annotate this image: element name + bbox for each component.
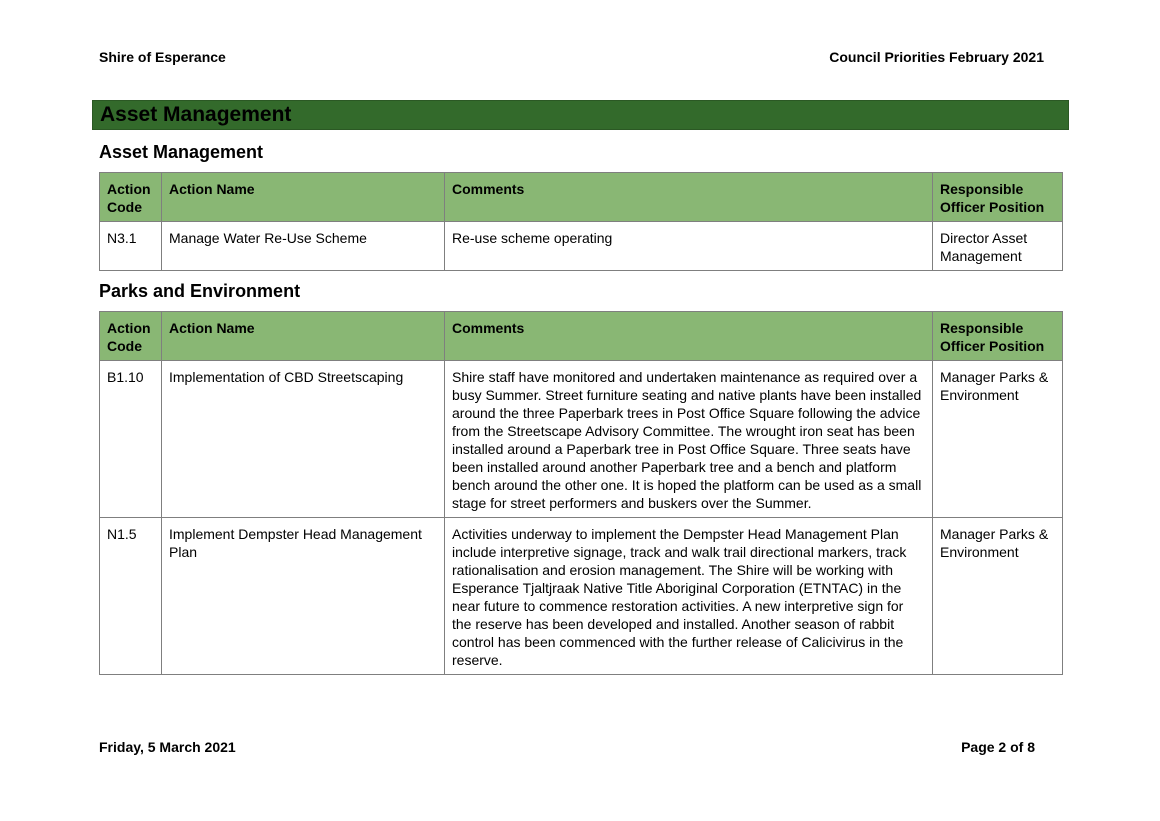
table-header-row bbox=[100, 312, 1063, 361]
cell-action-code: B1.10 bbox=[100, 361, 162, 518]
column-header-action-code: Action Code bbox=[100, 312, 162, 361]
cell-comments: Activities underway to implement the Dempster Head Management Plan include interpretive signage, track and walk trail directional markers, track rationalisation and erosion management. The Shire will be working with Esperance Tjaltjraak Native Title Aboriginal Corporation (ETNTAC) in the near future to commence restoration activities. A new interpretive sign for the reserve has been developed and installed. Another season of rabbit control has been commenced with the further release of Calicivirus in the reserve. bbox=[445, 518, 933, 675]
column-header-action-code: Action Code bbox=[100, 173, 162, 222]
column-header-action-name: Action Name bbox=[162, 173, 445, 222]
header-report-title: Council Priorities February 2021 bbox=[829, 49, 1044, 65]
table-row bbox=[100, 518, 1063, 675]
column-header-comments: Comments bbox=[445, 312, 933, 361]
table-header-row bbox=[100, 173, 1063, 222]
section-title-parks-environment: Parks and Environment bbox=[99, 281, 301, 301]
cell-action-code: N1.5 bbox=[100, 518, 162, 675]
cell-officer: Manager Parks & Environment bbox=[933, 361, 1063, 518]
cell-comments: Re-use scheme operating bbox=[445, 222, 933, 271]
cell-comments: Shire staff have monitored and undertaken maintenance as required over a busy Summer. Street furniture seating and native plants have been installed around the three Paperbark trees in Post Office Square following the advice from the Streetscape Advisory Committee. The wrought iron seat has been installed around a Paperbark tree in Post Office Square. Three seats have been installed around another Paperbark tree and a bench and platform bench around the other one. It is hoped the platform can be used as a small stage for street performers and buskers over the Summer. bbox=[445, 361, 933, 518]
table-row bbox=[100, 361, 1063, 518]
cell-officer: Manager Parks & Environment bbox=[933, 518, 1063, 675]
section-banner bbox=[92, 100, 1069, 130]
column-header-action-name: Action Name bbox=[162, 312, 445, 361]
cell-officer: Director Asset Management bbox=[933, 222, 1063, 271]
cell-action-name: Manage Water Re-Use Scheme bbox=[162, 222, 445, 271]
cell-action-name: Implement Dempster Head Management Plan bbox=[162, 518, 445, 675]
footer-date: Friday, 5 March 2021 bbox=[99, 739, 236, 755]
parks-environment-table bbox=[99, 311, 1063, 675]
table-row bbox=[100, 222, 1063, 271]
column-header-officer: Responsible Officer Position bbox=[933, 312, 1063, 361]
banner-title: Asset Management bbox=[100, 103, 292, 126]
cell-action-code: N3.1 bbox=[100, 222, 162, 271]
asset-management-table bbox=[99, 172, 1063, 271]
column-header-comments: Comments bbox=[445, 173, 933, 222]
section-title-asset-management: Asset Management bbox=[99, 142, 264, 162]
column-header-officer: Responsible Officer Position bbox=[933, 173, 1063, 222]
footer-page-number: Page 2 of 8 bbox=[961, 739, 1035, 755]
header-organisation: Shire of Esperance bbox=[99, 49, 226, 65]
cell-action-name: Implementation of CBD Streetscaping bbox=[162, 361, 445, 518]
